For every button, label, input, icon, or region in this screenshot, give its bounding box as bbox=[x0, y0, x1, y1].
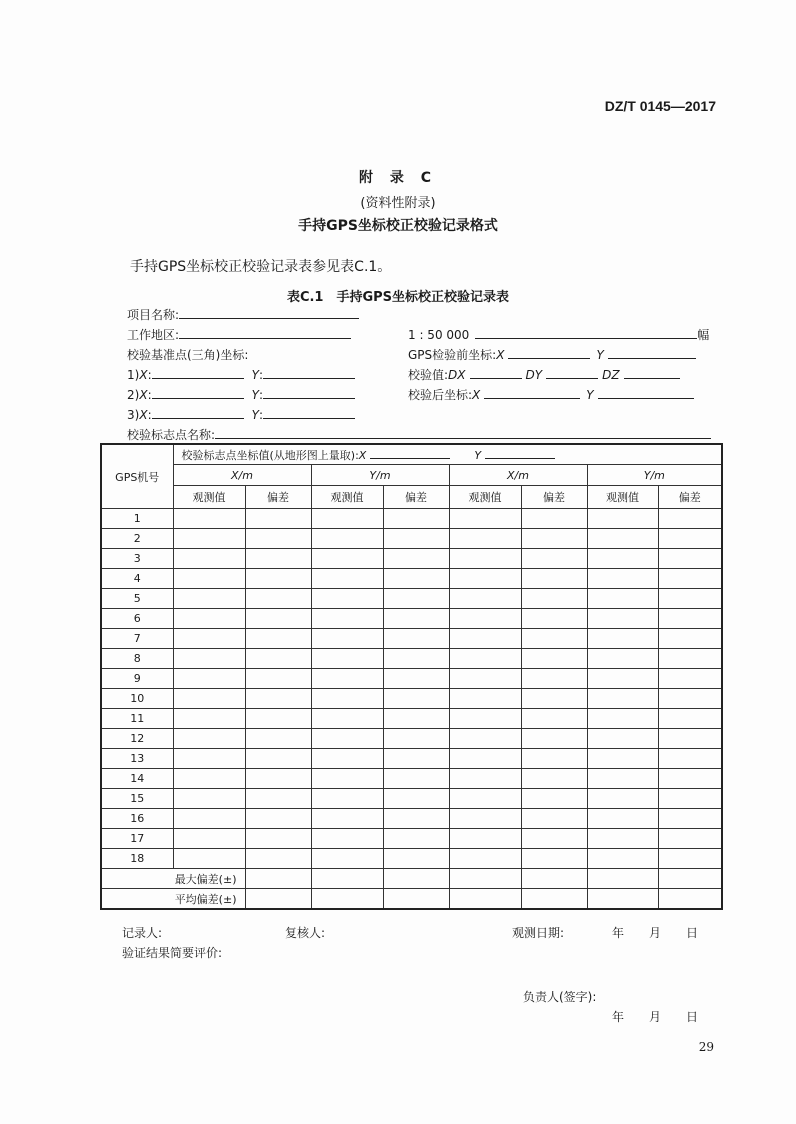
table-row bbox=[101, 509, 722, 529]
table-cell bbox=[587, 709, 658, 729]
base-point-1 bbox=[127, 366, 355, 382]
appendix-heading: 手持GPS坐标校正校验记录格式 bbox=[298, 218, 498, 234]
table-cell bbox=[383, 849, 449, 869]
day-label: 日 bbox=[686, 926, 699, 940]
sign-year-label: 年 bbox=[612, 1010, 625, 1024]
table-cell bbox=[658, 829, 722, 849]
y-label: Y bbox=[251, 388, 259, 402]
appendix-subtitle: (资料性附录) bbox=[360, 196, 436, 211]
gps-row-number: 11 bbox=[101, 709, 173, 729]
table-cell bbox=[173, 789, 245, 809]
table-cell bbox=[587, 789, 658, 809]
check-values-label: 校验值: bbox=[408, 368, 449, 382]
y-label: Y bbox=[251, 368, 259, 382]
gps-row-number: 2 bbox=[101, 529, 173, 549]
table-cell bbox=[587, 849, 658, 869]
avg-deviation-row bbox=[101, 889, 722, 910]
table-cell bbox=[245, 609, 311, 629]
x-line bbox=[370, 447, 450, 459]
point-number: 3) bbox=[127, 408, 140, 422]
after-label: 校验后坐标: bbox=[408, 388, 473, 402]
scale-line bbox=[475, 326, 697, 339]
project-name-label: 项目名称: bbox=[127, 308, 180, 322]
table-cell bbox=[383, 789, 449, 809]
colon: : bbox=[258, 408, 263, 422]
table-cell bbox=[173, 809, 245, 829]
x-line bbox=[508, 346, 590, 359]
table-row bbox=[101, 829, 722, 849]
deviation-header: 偏差 bbox=[658, 486, 722, 509]
table-cell bbox=[521, 749, 587, 769]
table-cell bbox=[173, 749, 245, 769]
table-row bbox=[101, 549, 722, 569]
table-cell bbox=[587, 629, 658, 649]
colon: : bbox=[258, 368, 263, 382]
table-cell bbox=[245, 749, 311, 769]
table-cell bbox=[521, 509, 587, 529]
work-area-field bbox=[127, 326, 351, 343]
table-cell bbox=[245, 529, 311, 549]
table-cell bbox=[173, 649, 245, 669]
table-cell bbox=[658, 509, 722, 529]
table-cell bbox=[449, 529, 521, 549]
table-cell bbox=[449, 509, 521, 529]
table-cell bbox=[521, 689, 587, 709]
y-m-header: Y/m bbox=[311, 465, 449, 486]
table-cell bbox=[245, 829, 311, 849]
table-cell bbox=[173, 549, 245, 569]
table-cell bbox=[311, 769, 383, 789]
table-cell bbox=[587, 649, 658, 669]
table-cell bbox=[658, 769, 722, 789]
table-cell bbox=[383, 609, 449, 629]
colon: : bbox=[147, 408, 152, 422]
table-cell bbox=[173, 629, 245, 649]
sign-day-label: 日 bbox=[686, 1010, 699, 1024]
marker-coords-label: 校验标志点坐标值(从地形图上量取): bbox=[181, 448, 359, 462]
table-cell bbox=[311, 789, 383, 809]
table-cell bbox=[449, 569, 521, 589]
table-cell bbox=[658, 589, 722, 609]
table-cell bbox=[383, 549, 449, 569]
table-cell bbox=[311, 569, 383, 589]
table-cell bbox=[449, 649, 521, 669]
table-cell bbox=[587, 729, 658, 749]
page-number: 29 bbox=[698, 1040, 714, 1054]
y-label: Y bbox=[596, 348, 604, 362]
deviation-header: 偏差 bbox=[521, 486, 587, 509]
gps-row-number: 16 bbox=[101, 809, 173, 829]
record-table bbox=[100, 443, 723, 910]
marker-name-line bbox=[215, 426, 711, 439]
table-cell bbox=[245, 629, 311, 649]
x-line bbox=[152, 406, 244, 419]
reviewer-label: 复核人: bbox=[285, 926, 326, 940]
table-cell bbox=[245, 669, 311, 689]
check-values-field bbox=[408, 366, 680, 383]
table-cell bbox=[245, 589, 311, 609]
observed-header: 观测值 bbox=[311, 486, 383, 509]
table-cell bbox=[383, 689, 449, 709]
table-cell bbox=[449, 789, 521, 809]
dx-line bbox=[470, 366, 522, 379]
table-cell bbox=[658, 789, 722, 809]
table-cell bbox=[245, 649, 311, 669]
table-cell bbox=[449, 849, 521, 869]
x-label: X bbox=[139, 408, 148, 422]
gps-before-field bbox=[408, 346, 696, 363]
table-cell bbox=[383, 629, 449, 649]
y-line bbox=[598, 386, 694, 399]
table-cell bbox=[449, 769, 521, 789]
table-cell bbox=[311, 849, 383, 869]
base-point-3 bbox=[127, 406, 355, 422]
table-cell bbox=[245, 789, 311, 809]
table-row bbox=[101, 589, 722, 609]
table-cell bbox=[383, 509, 449, 529]
table-cell bbox=[173, 849, 245, 869]
table-cell bbox=[311, 829, 383, 849]
table-cell bbox=[311, 749, 383, 769]
x-label: X bbox=[496, 348, 505, 362]
table-cell bbox=[311, 709, 383, 729]
colon: : bbox=[258, 388, 263, 402]
table-row bbox=[101, 689, 722, 709]
table-row bbox=[101, 809, 722, 829]
obs-date-label: 观测日期: bbox=[512, 926, 565, 940]
table-cell bbox=[658, 689, 722, 709]
x-m-header: X/m bbox=[449, 465, 587, 486]
table-cell bbox=[521, 609, 587, 629]
x-label: X bbox=[139, 388, 148, 402]
after-field bbox=[408, 386, 694, 403]
table-cell bbox=[449, 829, 521, 849]
table-cell bbox=[449, 609, 521, 629]
table-cell bbox=[521, 809, 587, 829]
table-cell bbox=[383, 649, 449, 669]
y-line bbox=[263, 366, 355, 379]
table-cell bbox=[587, 689, 658, 709]
table-cell bbox=[658, 669, 722, 689]
table-cell bbox=[245, 549, 311, 569]
table-cell bbox=[173, 529, 245, 549]
table-cell bbox=[311, 689, 383, 709]
y-label: Y bbox=[251, 408, 259, 422]
table-row bbox=[101, 569, 722, 589]
appendix-title: 附 录 C bbox=[358, 170, 438, 186]
y-m-header: Y/m bbox=[587, 465, 722, 486]
marker-coords-cell bbox=[173, 444, 722, 465]
table-cell bbox=[311, 649, 383, 669]
table-cell bbox=[658, 649, 722, 669]
table-cell bbox=[587, 529, 658, 549]
point-number: 2) bbox=[127, 388, 140, 402]
table-cell bbox=[173, 689, 245, 709]
table-cell bbox=[449, 709, 521, 729]
table-cell bbox=[587, 589, 658, 609]
month-label: 月 bbox=[649, 926, 662, 940]
table-row bbox=[101, 849, 722, 869]
table-cell bbox=[383, 749, 449, 769]
table-cell bbox=[449, 549, 521, 569]
x-line bbox=[152, 386, 244, 399]
table-row bbox=[101, 609, 722, 629]
table-cell bbox=[587, 549, 658, 569]
y-line bbox=[485, 447, 555, 459]
table-cell bbox=[658, 569, 722, 589]
sheet-label: 幅 bbox=[697, 328, 710, 342]
table-cell bbox=[245, 509, 311, 529]
table-cell bbox=[521, 789, 587, 809]
table-header-row-1 bbox=[101, 444, 722, 465]
dz-line bbox=[624, 366, 680, 379]
table-cell bbox=[383, 729, 449, 749]
y-label: Y bbox=[474, 448, 482, 462]
table-cell bbox=[311, 589, 383, 609]
table-cell bbox=[245, 569, 311, 589]
gps-row-number: 10 bbox=[101, 689, 173, 709]
max-deviation-label: 最大偏差(±) bbox=[101, 869, 245, 889]
table-cell bbox=[658, 609, 722, 629]
gps-before-label: GPS检验前坐标: bbox=[408, 348, 497, 362]
table-cell bbox=[587, 829, 658, 849]
observed-header: 观测值 bbox=[173, 486, 245, 509]
table-row bbox=[101, 709, 722, 729]
project-name-line bbox=[179, 306, 359, 319]
observed-header: 观测值 bbox=[587, 486, 658, 509]
table-cell bbox=[173, 569, 245, 589]
table-row bbox=[101, 789, 722, 809]
table-cell bbox=[311, 669, 383, 689]
gps-row-number: 18 bbox=[101, 849, 173, 869]
project-name-field bbox=[127, 306, 359, 323]
sign-month-label: 月 bbox=[649, 1010, 662, 1024]
table-cell bbox=[383, 569, 449, 589]
marker-name-field bbox=[127, 426, 711, 443]
table-cell bbox=[173, 769, 245, 789]
table-cell bbox=[173, 729, 245, 749]
point-number: 1) bbox=[127, 368, 140, 382]
table-cell bbox=[449, 689, 521, 709]
gps-row-number: 1 bbox=[101, 509, 173, 529]
table-row bbox=[101, 669, 722, 689]
dy-label: DY bbox=[525, 368, 543, 382]
x-label: X bbox=[472, 388, 481, 402]
max-deviation-row bbox=[101, 869, 722, 889]
table-cell bbox=[245, 709, 311, 729]
table-cell bbox=[449, 729, 521, 749]
gps-row-number: 6 bbox=[101, 609, 173, 629]
scale-field bbox=[408, 326, 709, 343]
table-cell bbox=[521, 729, 587, 749]
gps-row-number: 9 bbox=[101, 669, 173, 689]
marker-name-label: 校验标志点名称: bbox=[127, 428, 216, 442]
table-cell bbox=[311, 729, 383, 749]
table-header-row-3 bbox=[101, 486, 722, 509]
table-row bbox=[101, 769, 722, 789]
table-cell bbox=[449, 589, 521, 609]
standard-code: DZ/T 0145—2017 bbox=[604, 98, 716, 114]
work-area-line bbox=[179, 326, 351, 339]
table-cell bbox=[383, 709, 449, 729]
table-row bbox=[101, 649, 722, 669]
table-cell bbox=[449, 809, 521, 829]
x-label: X bbox=[358, 448, 367, 462]
table-cell bbox=[383, 589, 449, 609]
table-cell bbox=[658, 629, 722, 649]
gps-id-header: GPS机号 bbox=[101, 444, 173, 509]
table-row bbox=[101, 729, 722, 749]
table-cell bbox=[658, 549, 722, 569]
gps-row-number: 8 bbox=[101, 649, 173, 669]
table-cell bbox=[245, 729, 311, 749]
table-cell bbox=[311, 509, 383, 529]
table-cell bbox=[245, 689, 311, 709]
deviation-header: 偏差 bbox=[383, 486, 449, 509]
table-cell bbox=[173, 829, 245, 849]
table-cell bbox=[173, 709, 245, 729]
table-cell bbox=[245, 849, 311, 869]
table-cell bbox=[383, 769, 449, 789]
gps-row-number: 13 bbox=[101, 749, 173, 769]
table-cell bbox=[311, 629, 383, 649]
x-m-header: X/m bbox=[173, 465, 311, 486]
evaluation-label: 验证结果简要评价: bbox=[122, 946, 223, 960]
table-cell bbox=[521, 529, 587, 549]
table-cell bbox=[521, 829, 587, 849]
avg-deviation-label: 平均偏差(±) bbox=[101, 889, 245, 910]
responsible-label: 负责人(签字): bbox=[523, 990, 597, 1004]
base-point-label: 校验基准点(三角)坐标: bbox=[127, 348, 249, 362]
table-cell bbox=[521, 649, 587, 669]
table-cell bbox=[521, 589, 587, 609]
table-cell bbox=[521, 549, 587, 569]
table-cell bbox=[311, 609, 383, 629]
table-cell bbox=[521, 709, 587, 729]
table-cell bbox=[245, 769, 311, 789]
table-cell bbox=[521, 669, 587, 689]
gps-row-number: 12 bbox=[101, 729, 173, 749]
x-line bbox=[152, 366, 244, 379]
table-cell bbox=[383, 809, 449, 829]
dy-line bbox=[546, 366, 598, 379]
gps-row-number: 15 bbox=[101, 789, 173, 809]
table-cell bbox=[521, 629, 587, 649]
table-row bbox=[101, 629, 722, 649]
table-row bbox=[101, 749, 722, 769]
gps-row-number: 4 bbox=[101, 569, 173, 589]
dx-label: DX bbox=[448, 368, 466, 382]
table-cell bbox=[587, 769, 658, 789]
table-cell bbox=[173, 609, 245, 629]
x-label: X bbox=[139, 368, 148, 382]
deviation-header: 偏差 bbox=[245, 486, 311, 509]
table-header-row-2 bbox=[101, 465, 722, 486]
table-cell bbox=[587, 749, 658, 769]
table-cell bbox=[383, 829, 449, 849]
gps-row-number: 3 bbox=[101, 549, 173, 569]
table-cell bbox=[449, 629, 521, 649]
table-cell bbox=[587, 609, 658, 629]
y-line bbox=[608, 346, 696, 359]
table-cell bbox=[658, 849, 722, 869]
year-label: 年 bbox=[612, 926, 625, 940]
table-cell bbox=[173, 509, 245, 529]
table-cell bbox=[449, 749, 521, 769]
table-cell bbox=[658, 809, 722, 829]
x-line bbox=[484, 386, 580, 399]
table-cell bbox=[658, 529, 722, 549]
table-cell bbox=[658, 749, 722, 769]
table-cell bbox=[245, 809, 311, 829]
gps-row-number: 7 bbox=[101, 629, 173, 649]
table-cell bbox=[173, 589, 245, 609]
gps-row-number: 5 bbox=[101, 589, 173, 609]
table-cell bbox=[311, 549, 383, 569]
table-cell bbox=[658, 709, 722, 729]
work-area-label: 工作地区: bbox=[127, 328, 180, 342]
y-label: Y bbox=[586, 388, 594, 402]
table-caption: 表C.1 手持GPS坐标校正校验记录表 bbox=[286, 290, 510, 305]
gps-row-number: 17 bbox=[101, 829, 173, 849]
table-cell bbox=[311, 529, 383, 549]
table-cell bbox=[383, 669, 449, 689]
table-cell bbox=[587, 809, 658, 829]
table-cell bbox=[658, 729, 722, 749]
table-cell bbox=[311, 809, 383, 829]
intro-text: 手持GPS坐标校正校验记录表参见表C.1。 bbox=[130, 259, 392, 275]
table-cell bbox=[587, 569, 658, 589]
table-cell bbox=[521, 849, 587, 869]
colon: : bbox=[147, 388, 152, 402]
y-line bbox=[263, 386, 355, 399]
base-point-2 bbox=[127, 386, 355, 402]
y-line bbox=[263, 406, 355, 419]
recorder-label: 记录人: bbox=[122, 926, 163, 940]
gps-row-number: 14 bbox=[101, 769, 173, 789]
observed-header: 观测值 bbox=[449, 486, 521, 509]
table-cell bbox=[587, 669, 658, 689]
table-cell bbox=[521, 569, 587, 589]
table-cell bbox=[383, 529, 449, 549]
scale-label: 1 : 50 000 bbox=[408, 328, 470, 342]
table-cell bbox=[173, 669, 245, 689]
dz-label: DZ bbox=[602, 368, 620, 382]
table-cell bbox=[449, 669, 521, 689]
table-cell bbox=[521, 769, 587, 789]
table-body bbox=[101, 509, 722, 869]
table-row bbox=[101, 529, 722, 549]
colon: : bbox=[147, 368, 152, 382]
table-cell bbox=[587, 509, 658, 529]
